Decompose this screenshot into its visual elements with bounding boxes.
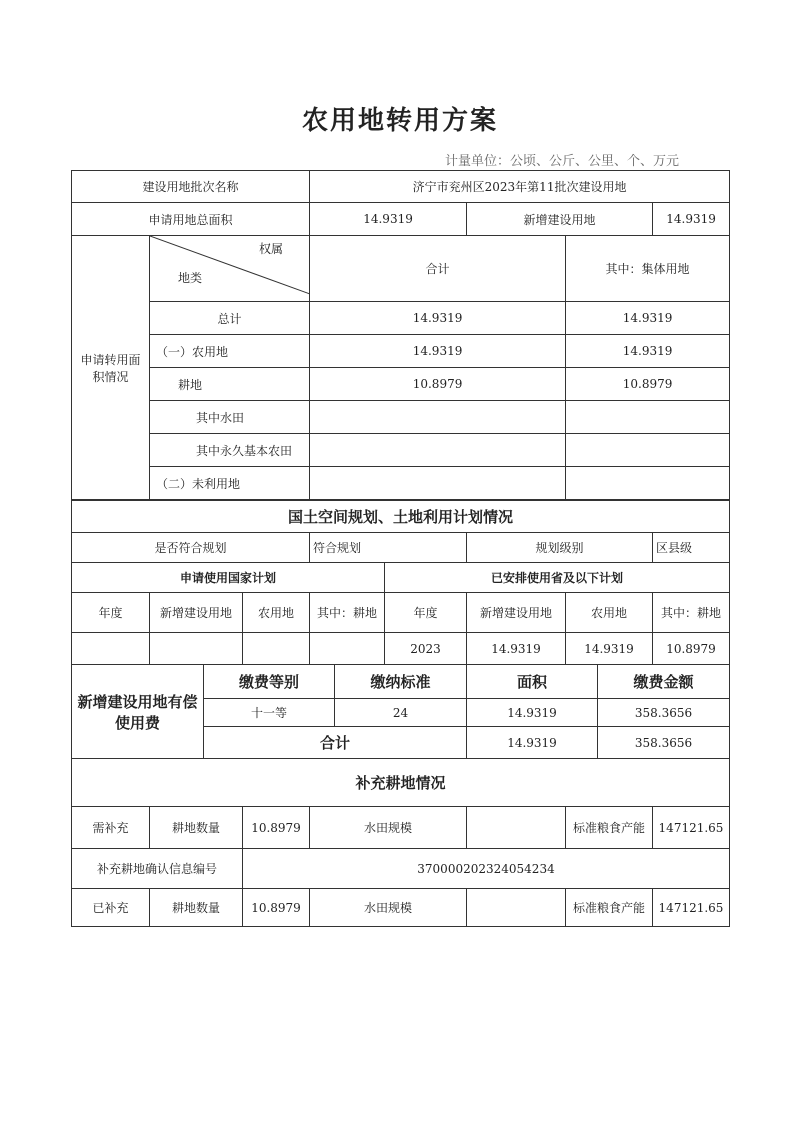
- fee-table: [71, 664, 730, 759]
- row-total: 14.9319: [310, 302, 566, 335]
- done-paddy: [467, 889, 566, 927]
- row-total: [310, 401, 566, 434]
- plan-value: 2023: [385, 633, 467, 665]
- done-grain: 147121.65: [653, 889, 730, 927]
- confirm-id-label: 补充耕地确认信息编号: [72, 849, 243, 889]
- column-header: 年度: [72, 593, 150, 633]
- need-supplement-row: [72, 807, 730, 849]
- done-quantity: 10.8979: [243, 889, 310, 927]
- area-label: 申请用地总面积: [72, 203, 310, 236]
- fee-total-label: 合计: [204, 727, 467, 759]
- conversion-side-label: 申请转用面积情况: [72, 236, 150, 500]
- provincial-plan-heading: 已安排使用省及以下计划: [385, 563, 730, 593]
- fee-total-amount: 358.3656: [598, 727, 730, 759]
- quantity-label: 耕地数量: [150, 889, 243, 927]
- row-label: （二）未利用地: [150, 467, 310, 500]
- page-title: 农用地转用方案: [301, 106, 498, 136]
- paddy-label: 水田规模: [310, 807, 467, 849]
- fee-header: 缴纳标准: [335, 665, 467, 699]
- row-collective: 14.9319: [566, 335, 730, 368]
- row-label: 总计: [150, 302, 310, 335]
- land-type-header: 地类: [178, 271, 203, 285]
- table-row: [72, 368, 730, 401]
- fee-header: 面积: [467, 665, 598, 699]
- row-label: 其中水田: [150, 401, 310, 434]
- fee-grade: 十一等: [204, 699, 335, 727]
- new-construction-value: 14.9319: [653, 203, 730, 236]
- table-row: [72, 401, 730, 434]
- row-label: 其中永久基本农田: [150, 434, 310, 467]
- column-header: 新增建设用地: [150, 593, 243, 633]
- plan-value: [310, 633, 385, 665]
- table-row: [72, 335, 730, 368]
- row-collective: [566, 467, 730, 500]
- need-paddy: [467, 807, 566, 849]
- plan-value: 14.9319: [467, 633, 566, 665]
- row-label: （一）农用地: [150, 335, 310, 368]
- area-value: 14.9319: [310, 203, 467, 236]
- row-collective: [566, 434, 730, 467]
- conform-label: 是否符合规划: [72, 533, 310, 563]
- fee-standard: 24: [335, 699, 467, 727]
- column-header: 新增建设用地: [467, 593, 566, 633]
- conform-value: 符合规划: [310, 533, 467, 563]
- plan-values-row: [72, 633, 730, 665]
- supplement-heading: 补充耕地情况: [72, 759, 730, 807]
- fee-side-label: 新增建设用地有偿使用费: [72, 665, 204, 759]
- column-header: 农用地: [243, 593, 310, 633]
- fee-total-area: 14.9319: [467, 727, 598, 759]
- planning-table: [71, 500, 730, 665]
- diagonal-header: [150, 236, 310, 302]
- plan-value: 14.9319: [566, 633, 653, 665]
- row-total: 14.9319: [310, 335, 566, 368]
- grain-label: 标准粮食产能: [566, 807, 653, 849]
- plan-value: [72, 633, 150, 665]
- new-construction-label: 新增建设用地: [467, 203, 653, 236]
- fee-area: 14.9319: [467, 699, 598, 727]
- batch-value: 济宁市兖州区2023年第11批次建设用地: [310, 171, 730, 203]
- row-collective: 10.8979: [566, 368, 730, 401]
- row-collective: [566, 401, 730, 434]
- done-label: 已补充: [72, 889, 150, 927]
- grain-label: 标准粮食产能: [566, 889, 653, 927]
- unit-note: 计量单位：公顷、公斤、公里、个、万元: [444, 154, 679, 169]
- batch-label: 建设用地批次名称: [72, 171, 310, 203]
- conversion-table: [71, 170, 730, 500]
- fee-amount: 358.3656: [598, 699, 730, 727]
- fee-header: 缴费金额: [598, 665, 730, 699]
- quantity-label: 耕地数量: [150, 807, 243, 849]
- done-supplement-row: [72, 889, 730, 927]
- paddy-label: 水田规模: [310, 889, 467, 927]
- plan-value: [243, 633, 310, 665]
- plan-column-headers: [72, 593, 730, 633]
- column-header: 其中：耕地: [653, 593, 730, 633]
- total-column-header: 合计: [310, 236, 566, 302]
- planning-heading: 国土空间规划、土地利用计划情况: [72, 501, 730, 533]
- row-total: [310, 467, 566, 500]
- supplement-table: [71, 758, 730, 927]
- confirm-id-value: 370000202324054234: [243, 849, 730, 889]
- need-quantity: 10.8979: [243, 807, 310, 849]
- row-total: 10.8979: [310, 368, 566, 401]
- need-label: 需补充: [72, 807, 150, 849]
- row-collective: 14.9319: [566, 302, 730, 335]
- table-row: [72, 467, 730, 500]
- need-grain: 147121.65: [653, 807, 730, 849]
- column-header: 年度: [385, 593, 467, 633]
- row-label: 耕地: [150, 368, 310, 401]
- diagonal-line: [150, 236, 310, 302]
- ownership-header: 权属: [259, 242, 284, 256]
- collective-column-header: 其中：集体用地: [566, 236, 730, 302]
- table-row: [72, 434, 730, 467]
- national-plan-heading: 申请使用国家计划: [72, 563, 385, 593]
- plan-value: [150, 633, 243, 665]
- column-header: 其中：耕地: [310, 593, 385, 633]
- row-total: [310, 434, 566, 467]
- plan-value: 10.8979: [653, 633, 730, 665]
- fee-header: 缴费等别: [204, 665, 335, 699]
- column-header: 农用地: [566, 593, 653, 633]
- plan-level-value: 区县级: [653, 533, 730, 563]
- table-row: [72, 302, 730, 335]
- plan-level-label: 规划级别: [467, 533, 653, 563]
